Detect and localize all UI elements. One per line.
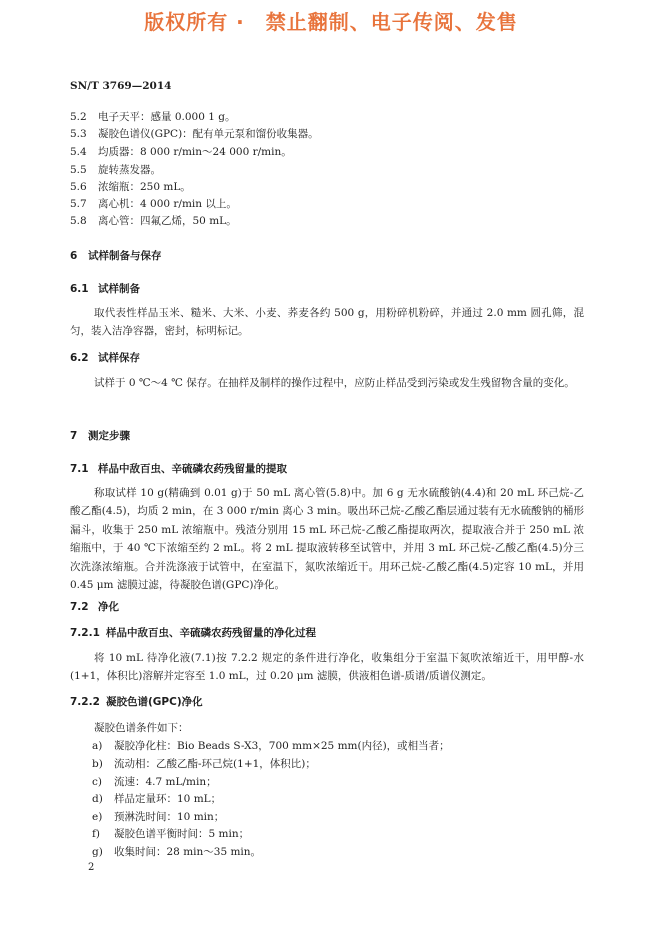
apparatus-item: 5.4 均质器：8 000 r/min～24 000 r/min。 <box>70 146 292 158</box>
section-heading-7: 7 测定步骤 <box>70 430 130 442</box>
gpc-condition-item: c) 流速：4.7 mL/min； <box>92 776 217 788</box>
apparatus-item: 5.2 电子天平：感量 0.000 1 g。 <box>70 111 236 123</box>
section-heading-7-1: 7.1 样品中敌百虫、辛硫磷农药残留量的提取 <box>70 463 287 475</box>
section-heading-7-2-1: 7.2.1 样品中敌百虫、辛硫磷农药残留量的净化过程 <box>70 627 316 639</box>
apparatus-item: 5.3 凝胶色谱仪(GPC)：配有单元泵和馏份收集器。 <box>70 128 319 140</box>
gpc-condition-item: d) 样品定量环：10 mL； <box>92 793 222 805</box>
apparatus-item: 5.6 浓缩瓶：250 mL。 <box>70 181 191 193</box>
section-heading-7-2-2: 7.2.2 凝胶色谱(GPC)净化 <box>70 696 203 708</box>
gpc-conditions-intro: 凝胶色谱条件如下： <box>94 722 189 734</box>
copyright-watermark: 版权所有 · 禁止翻制、电子传阅、发售 <box>144 10 518 34</box>
paragraph-sample-prep: 取代表性样品玉米、糙米、大米、小麦、荞麦各约 500 g，用粉碎机粉碎，并通过 2.0 mm 圆孔筛，混匀，装入洁净容器，密封，标明标记。 <box>70 307 584 338</box>
gpc-condition-item: a) 凝胶净化柱：Bio Beads S-X3，700 mm×25 mm(内径)，或相当者； <box>92 740 450 752</box>
section-heading-6: 6 试样制备与保存 <box>70 250 162 262</box>
paragraph-sample-storage: 试样于 0 ℃～4 ℃ 保存。在抽样及制样的操作过程中，应防止样品受到污染或发生残留物含量的变化。 <box>94 377 575 389</box>
gpc-condition-item: g) 收集时间：28 min～35 min。 <box>92 846 262 858</box>
standard-code: SN/T 3769—2014 <box>70 80 172 92</box>
apparatus-item: 5.5 旋转蒸发器。 <box>70 164 161 176</box>
paragraph-cleanup: 将 10 mL 待净化液(7.1)按 7.2.2 规定的条件进行净化，收集组分于室温下氮吹浓缩近干，用甲醇-水(1+1，体积比)溶解并定容至 1.0 mL，过 0.20 μm 滤膜，供液相色谱-质谱/质谱仪测定。 <box>70 652 584 683</box>
gpc-condition-item: b) 流动相：乙酸乙酯-环己烷(1+1，体积比)； <box>92 758 316 770</box>
gpc-condition-item: f) 凝胶色谱平衡时间：5 min； <box>92 828 250 840</box>
apparatus-item: 5.7 离心机：4 000 r/min 以上。 <box>70 198 237 210</box>
gpc-condition-item: e) 预淋洗时间：10 min； <box>92 811 225 823</box>
section-heading-6-2: 6.2 试样保存 <box>70 352 140 364</box>
page-number: 2 <box>88 862 95 873</box>
paragraph-extraction: 称取试样 10 g(精确到 0.01 g)于 50 mL 离心管(5.8)中。加 6 g 无水硫酸钠(4.4)和 20 mL 环己烷-乙酸乙酯(4.5)，均质 2 min，在 3 000 r/min 离心 3 min。吸出环己烷-乙酸乙酯层通过装有无水硫酸钠的桶形漏斗，收集于 250 mL 浓缩瓶中。残渣分别用 15 mL 环己烷-乙酸乙酯提取两次，提取液合并于 250 mL 浓缩瓶中，于 40 ℃下浓缩至约 2 mL。将 2 mL 提取液转移至试管中，并用 3 mL 环己烷-乙酸乙酯(4.5)分三次洗涤浓缩瓶。合并洗涤液于试管中，在室温下，氮吹浓缩近干。用环己烷-乙酸乙酯(4.5)定容 10 mL，并用 0.45 μm 滤膜过滤，待凝胶色谱(GPC)净化。 <box>70 487 584 592</box>
section-heading-7-2: 7.2 净化 <box>70 601 119 613</box>
apparatus-item: 5.8 离心管：四氟乙烯，50 mL。 <box>70 215 237 227</box>
section-heading-6-1: 6.1 试样制备 <box>70 283 140 295</box>
